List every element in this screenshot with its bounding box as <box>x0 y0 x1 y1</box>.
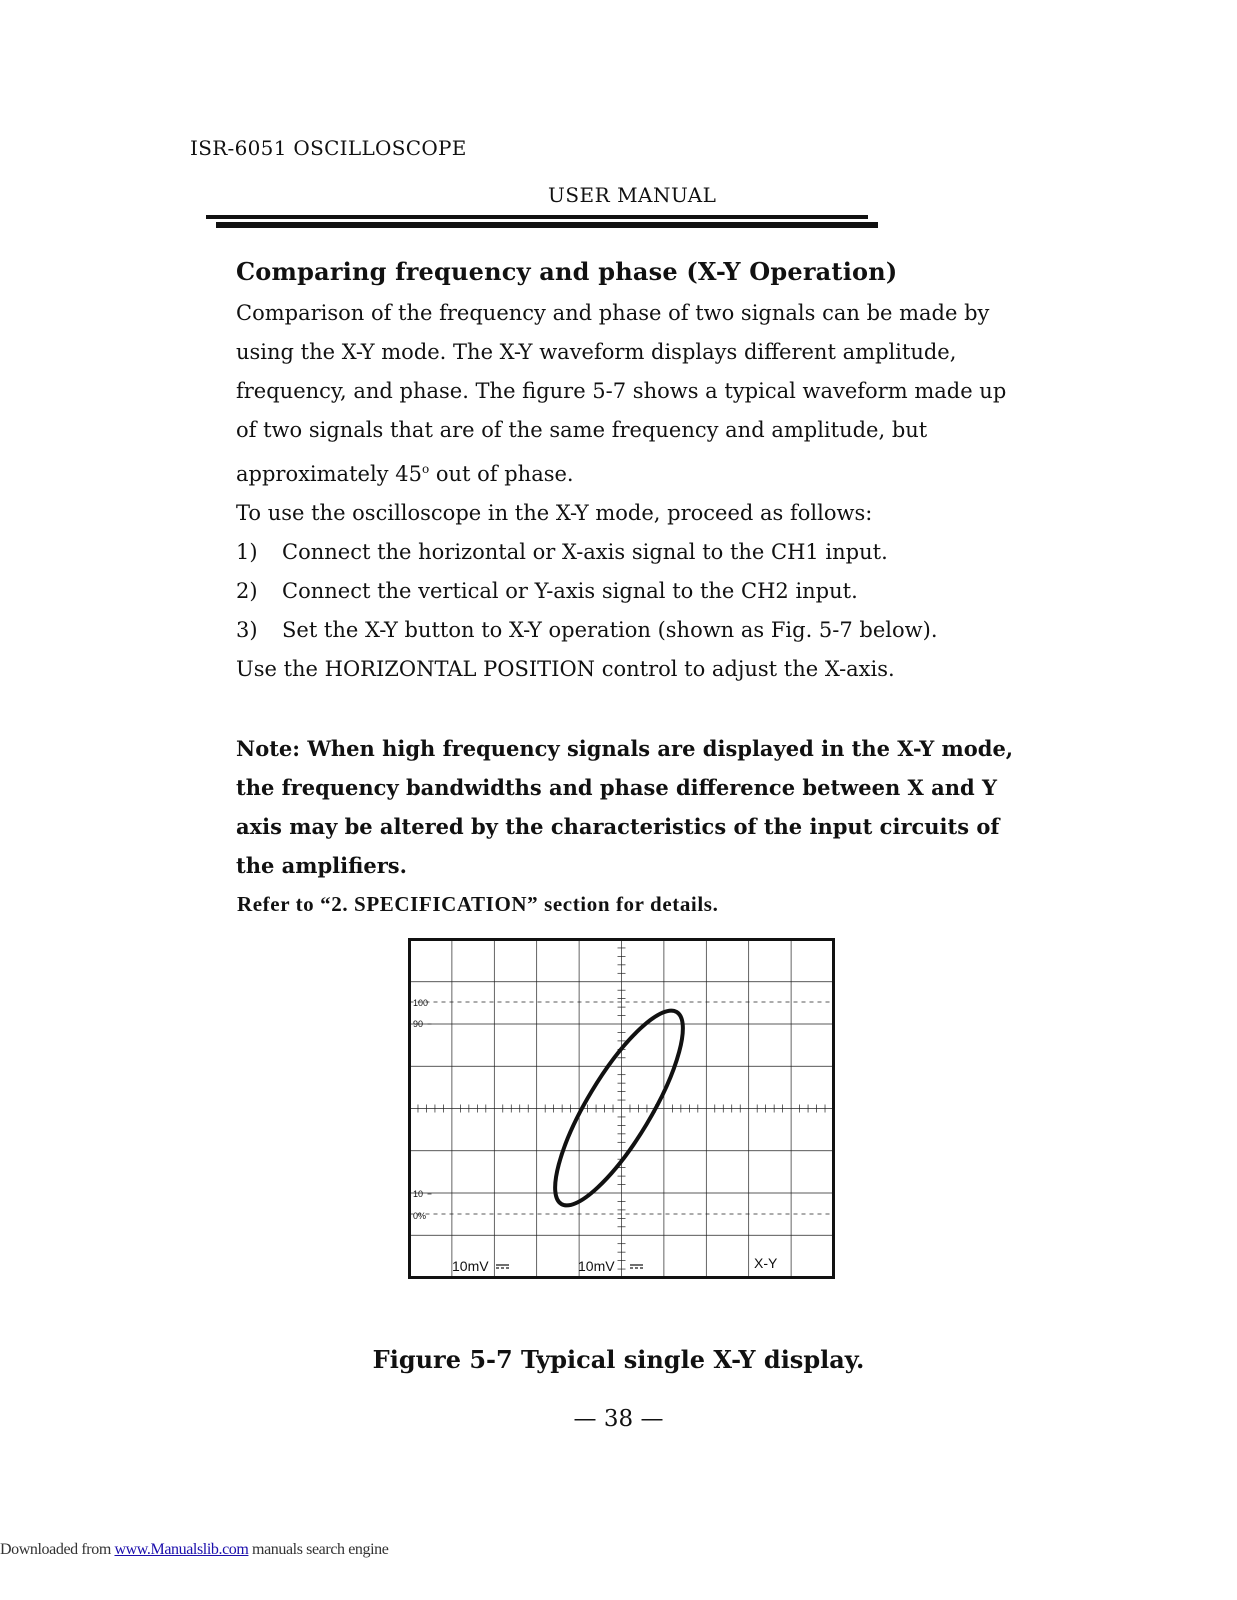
footer-prefix: Downloaded from <box>0 1541 115 1558</box>
step-number: 2) <box>236 579 258 603</box>
graticule-label-90: 90 <box>413 1019 424 1029</box>
graticule-label-10: 10 <box>413 1189 424 1199</box>
intro-text-end: out of phase. <box>429 462 574 486</box>
step-text: Connect the vertical or Y-axis signal to the CH2 input. <box>282 579 858 603</box>
step-number: 3) <box>236 618 258 642</box>
manualslib-link[interactable]: www.Manualslib.com <box>114 1541 249 1558</box>
section-content <box>236 257 1026 924</box>
note-text: Note: When high frequency signals are displayed in the X-Y mode, the frequency bandwidths and phase difference between X and Y axis may be altered by the characteristics of the input circuits of the amplifiers. <box>236 736 1014 878</box>
page-number-dash: — <box>640 1406 664 1432</box>
download-footer <box>0 1541 388 1559</box>
header-rule-top <box>206 215 868 219</box>
dc-coupling-icon <box>496 1265 509 1268</box>
refer-text: Refer to “2. SPECIFICATION” section for details. <box>237 892 719 916</box>
ch1-scale-readout: 10mV <box>452 1258 489 1274</box>
intro-text: Comparison of the frequency and phase of two signals can be made by using the X-Y mode. The X-Y waveform displays different amplitude, frequency, and phase. The figure 5-7 shows a typical waveform made up of two signals that are of the same frequency and amplitude, but approximately 45 <box>236 301 1007 486</box>
procedure-step <box>236 533 1026 572</box>
procedure-intro: To use the oscilloscope in the X-Y mode, proceed as follows: <box>236 501 873 525</box>
page-number-line <box>0 1406 1237 1432</box>
step-number: 1) <box>236 540 258 564</box>
figure-caption: Figure 5-7 Typical single X-Y display. <box>372 1345 865 1374</box>
graticule-label-0: 0% <box>413 1211 427 1221</box>
intro-paragraph <box>236 294 1026 494</box>
page-number: 38 <box>603 1406 634 1432</box>
xy-display-figure <box>408 938 835 1279</box>
header-rule-bottom <box>216 222 878 228</box>
graticule-grid <box>410 940 834 1278</box>
procedure-steps <box>236 533 1026 650</box>
xy-mode-indicator: X-Y <box>754 1255 778 1271</box>
document-model-header: ISR-6051 OSCILLOSCOPE <box>190 136 467 160</box>
position-note: Use the HORIZONTAL POSITION control to adjust the X-axis. <box>236 657 895 681</box>
dc-coupling-icon <box>630 1265 643 1268</box>
document-manual-header: USER MANUAL <box>548 183 717 207</box>
page-number-dash: — <box>573 1406 597 1432</box>
note-block <box>236 729 1026 924</box>
step-text: Set the X-Y button to X-Y operation (shown as Fig. 5-7 below). <box>282 618 938 642</box>
section-title: Comparing frequency and phase (X-Y Operation) <box>236 257 898 286</box>
xy-lissajous-trace <box>534 996 704 1221</box>
procedure-step <box>236 572 1026 611</box>
degree-superscript: o <box>421 462 430 476</box>
footer-suffix: manuals search engine <box>248 1541 389 1558</box>
procedure-step <box>236 611 1026 650</box>
step-text: Connect the horizontal or X-axis signal to the CH1 input. <box>282 540 888 564</box>
ch2-scale-readout: 10mV <box>578 1258 615 1274</box>
graticule-label-100: 100 <box>413 998 429 1008</box>
